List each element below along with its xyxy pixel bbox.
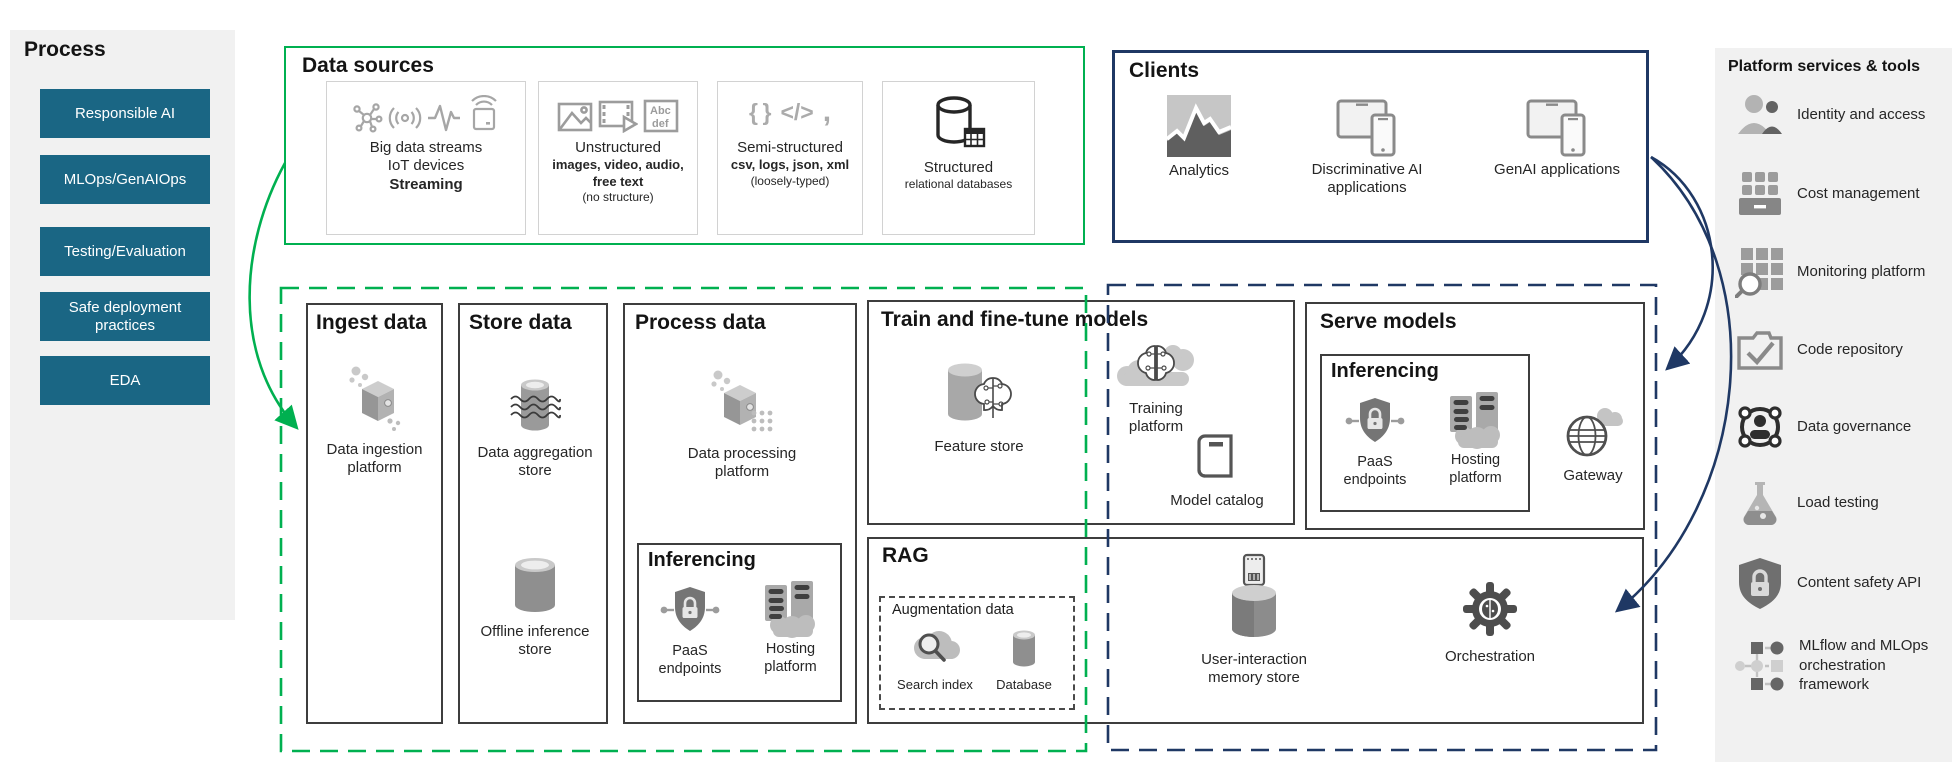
semi-structured-detail: csv, logs, json, xml bbox=[730, 157, 850, 173]
serve-models-box bbox=[1305, 302, 1645, 530]
gateway-label: Gateway bbox=[1563, 467, 1623, 484]
clients-title: Clients bbox=[1129, 59, 1200, 82]
search-index-label: Search index bbox=[897, 677, 973, 692]
big-data-line2: IoT devices bbox=[387, 157, 465, 175]
offline-inference-store bbox=[472, 555, 598, 660]
gateway bbox=[1545, 404, 1641, 485]
data-sources-title: Data sources bbox=[302, 54, 434, 77]
svg-text:def: def bbox=[652, 118, 669, 130]
platform-item-code-repo bbox=[1735, 328, 1945, 372]
hosting-platform bbox=[743, 579, 838, 676]
clients-box bbox=[1112, 50, 1649, 243]
semi-structured-note: (loosely-typed) bbox=[750, 173, 830, 188]
process-title: Process bbox=[24, 38, 106, 61]
data-ingestion-platform-label: Data ingestion platform bbox=[326, 441, 423, 477]
hub-icon bbox=[351, 101, 383, 133]
aggregation-store-icon bbox=[505, 375, 565, 437]
model-catalog bbox=[1157, 432, 1277, 510]
platform-services-panel bbox=[1715, 48, 1952, 762]
orchestration-label: Orchestration bbox=[1444, 648, 1536, 665]
relational-database-icon bbox=[930, 91, 988, 155]
hosting-platform-label: Hosting platform bbox=[764, 641, 817, 675]
genai-client bbox=[1487, 95, 1627, 179]
feature-store bbox=[919, 360, 1039, 456]
platform-item-label: Cost management bbox=[1797, 185, 1920, 203]
genai-label: GenAI applications bbox=[1494, 161, 1620, 178]
comma-icon: , bbox=[822, 95, 832, 128]
svg-text:Abc: Abc bbox=[650, 105, 671, 117]
orchestration bbox=[1425, 575, 1555, 666]
store-data-box bbox=[458, 303, 608, 724]
code-tag-icon: </> bbox=[780, 98, 814, 125]
model-catalog-icon bbox=[1193, 432, 1241, 486]
database-label: Database bbox=[996, 677, 1052, 692]
platform-item-label: Monitoring platform bbox=[1797, 263, 1926, 281]
cylinder-store-icon bbox=[508, 555, 562, 615]
identity-icon bbox=[1735, 92, 1785, 138]
data-cube-icon bbox=[342, 363, 408, 433]
rag-box bbox=[867, 537, 1644, 724]
inferencing-title: Inferencing bbox=[648, 549, 756, 571]
train-box bbox=[867, 300, 1295, 525]
training-platform bbox=[1101, 334, 1211, 437]
feature-store-icon bbox=[940, 360, 1018, 434]
paas-endpoints-label: PaaS endpoints bbox=[1343, 454, 1407, 488]
platform-item-label: Code repository bbox=[1797, 341, 1903, 359]
process-button-testing-evaluation[interactable]: Testing/Evaluation bbox=[40, 227, 210, 276]
data-cube-icon bbox=[704, 367, 780, 439]
paas-endpoints-icon bbox=[659, 585, 721, 637]
platform-item-mlops-framework bbox=[1735, 636, 1945, 695]
content-safety-icon bbox=[1735, 556, 1785, 610]
data-processing-platform-label: Data processing platform bbox=[687, 445, 797, 481]
user-interaction-memory-store bbox=[1179, 553, 1329, 688]
platform-item-label: Content safety API bbox=[1797, 574, 1922, 592]
paas-endpoints bbox=[1330, 396, 1420, 489]
augmentation-data-title: Augmentation data bbox=[892, 602, 1014, 618]
big-data-line1: Big data streams bbox=[369, 139, 483, 156]
mlops-framework-icon bbox=[1735, 639, 1787, 691]
data-processing-platform bbox=[682, 367, 802, 482]
platform-item-cost bbox=[1735, 170, 1945, 218]
platform-item-content-safety bbox=[1735, 556, 1945, 610]
devices-icon bbox=[1524, 95, 1590, 159]
training-platform-label: Training platform bbox=[1128, 400, 1184, 436]
rag-title: RAG bbox=[882, 544, 929, 567]
pulse-icon bbox=[427, 103, 461, 133]
unstructured-detail: images, video, audio, free text bbox=[552, 157, 684, 189]
process-data-title: Process data bbox=[635, 311, 766, 334]
platform-item-label: Load testing bbox=[1797, 494, 1879, 512]
braces-icon: { } bbox=[748, 98, 772, 125]
inferencing-title: Inferencing bbox=[1331, 360, 1439, 382]
serve-title: Serve models bbox=[1320, 310, 1457, 333]
process-data-box bbox=[623, 303, 857, 724]
ingest-data-box bbox=[306, 303, 443, 724]
monitoring-icon bbox=[1735, 246, 1785, 298]
structured-card bbox=[882, 81, 1035, 235]
data-ingestion-platform bbox=[316, 363, 433, 478]
discriminative-ai-client bbox=[1293, 95, 1441, 198]
train-title: Train and fine-tune models bbox=[881, 308, 1149, 331]
search-index-icon bbox=[909, 626, 961, 670]
analytics-client bbox=[1145, 95, 1253, 180]
data-governance-icon bbox=[1735, 402, 1785, 452]
data-aggregation-store bbox=[472, 375, 598, 481]
augmentation-database bbox=[985, 628, 1063, 693]
analytics-icon bbox=[1167, 95, 1231, 157]
search-index bbox=[893, 626, 977, 693]
iot-device-icon bbox=[466, 95, 502, 133]
ingest-title: Ingest data bbox=[316, 311, 427, 334]
image-icon bbox=[557, 101, 593, 133]
platform-item-label: MLflow and MLOps orchestration framework bbox=[1799, 637, 1929, 693]
process-inferencing-box bbox=[637, 543, 842, 702]
augmentation-data-box bbox=[879, 596, 1075, 710]
process-button-responsible-ai[interactable]: Responsible AI bbox=[40, 89, 210, 138]
discriminative-ai-label: Discriminative AI applications bbox=[1311, 161, 1423, 197]
big-data-streams-card bbox=[326, 81, 526, 235]
hosting-platform-icon bbox=[759, 579, 823, 639]
store-title: Store data bbox=[469, 311, 572, 334]
structured-title: Structured bbox=[923, 159, 994, 176]
code-repository-icon bbox=[1735, 328, 1785, 372]
abc-def-text-icon bbox=[643, 99, 679, 133]
devices-icon bbox=[1334, 95, 1400, 159]
serve-inferencing-box bbox=[1320, 354, 1530, 512]
video-icon bbox=[598, 99, 638, 133]
semi-structured-card bbox=[717, 81, 863, 235]
semi-structured-title: Semi-structured bbox=[737, 139, 843, 156]
process-button-safe-deployment[interactable]: Safe deployment practices bbox=[40, 292, 210, 341]
hosting-platform-icon bbox=[1444, 390, 1508, 450]
memory-store-label: User-interaction memory store bbox=[1201, 651, 1307, 687]
hosting-platform-label: Hosting platform bbox=[1449, 452, 1502, 486]
data-aggregation-store-label: Data aggregation store bbox=[477, 444, 593, 480]
structured-note: relational databases bbox=[904, 177, 1013, 192]
process-button-eda[interactable]: EDA bbox=[40, 356, 210, 405]
database-icon bbox=[1009, 628, 1039, 668]
platform-item-load-testing bbox=[1735, 478, 1945, 528]
platform-item-label: Identity and access bbox=[1797, 106, 1926, 124]
unstructured-note: (no structure) bbox=[582, 189, 654, 204]
orchestration-icon bbox=[1456, 575, 1524, 643]
platform-item-label: Data governance bbox=[1797, 418, 1912, 436]
process-panel bbox=[10, 30, 235, 620]
big-data-line3: Streaming bbox=[389, 175, 463, 193]
process-button-mlops-genaiops[interactable]: MLOps/GenAIOps bbox=[40, 155, 210, 204]
cost-management-icon bbox=[1735, 170, 1785, 218]
hosting-platform bbox=[1428, 390, 1523, 487]
paas-endpoints-label: PaaS endpoints bbox=[658, 643, 722, 677]
offline-inference-store-label: Offline inference store bbox=[480, 623, 590, 659]
broadcast-icon bbox=[388, 103, 422, 133]
load-testing-icon bbox=[1735, 478, 1785, 528]
platform-item-identity bbox=[1735, 92, 1945, 138]
memory-store-icon bbox=[1224, 553, 1284, 645]
platform-panel-title: Platform services & tools bbox=[1728, 58, 1921, 75]
clients-to-gateway-arrow bbox=[1651, 157, 1713, 368]
gateway-icon bbox=[1561, 404, 1625, 462]
platform-item-governance bbox=[1735, 402, 1945, 452]
feature-store-label: Feature store bbox=[934, 438, 1024, 455]
platform-item-monitoring bbox=[1735, 246, 1945, 298]
training-platform-icon bbox=[1113, 334, 1199, 398]
analytics-label: Analytics bbox=[1168, 162, 1230, 179]
unstructured-card bbox=[538, 81, 698, 235]
paas-endpoints-icon bbox=[1344, 396, 1406, 448]
model-catalog-label: Model catalog bbox=[1170, 492, 1264, 509]
unstructured-title: Unstructured bbox=[575, 139, 661, 156]
paas-endpoints bbox=[645, 585, 735, 678]
